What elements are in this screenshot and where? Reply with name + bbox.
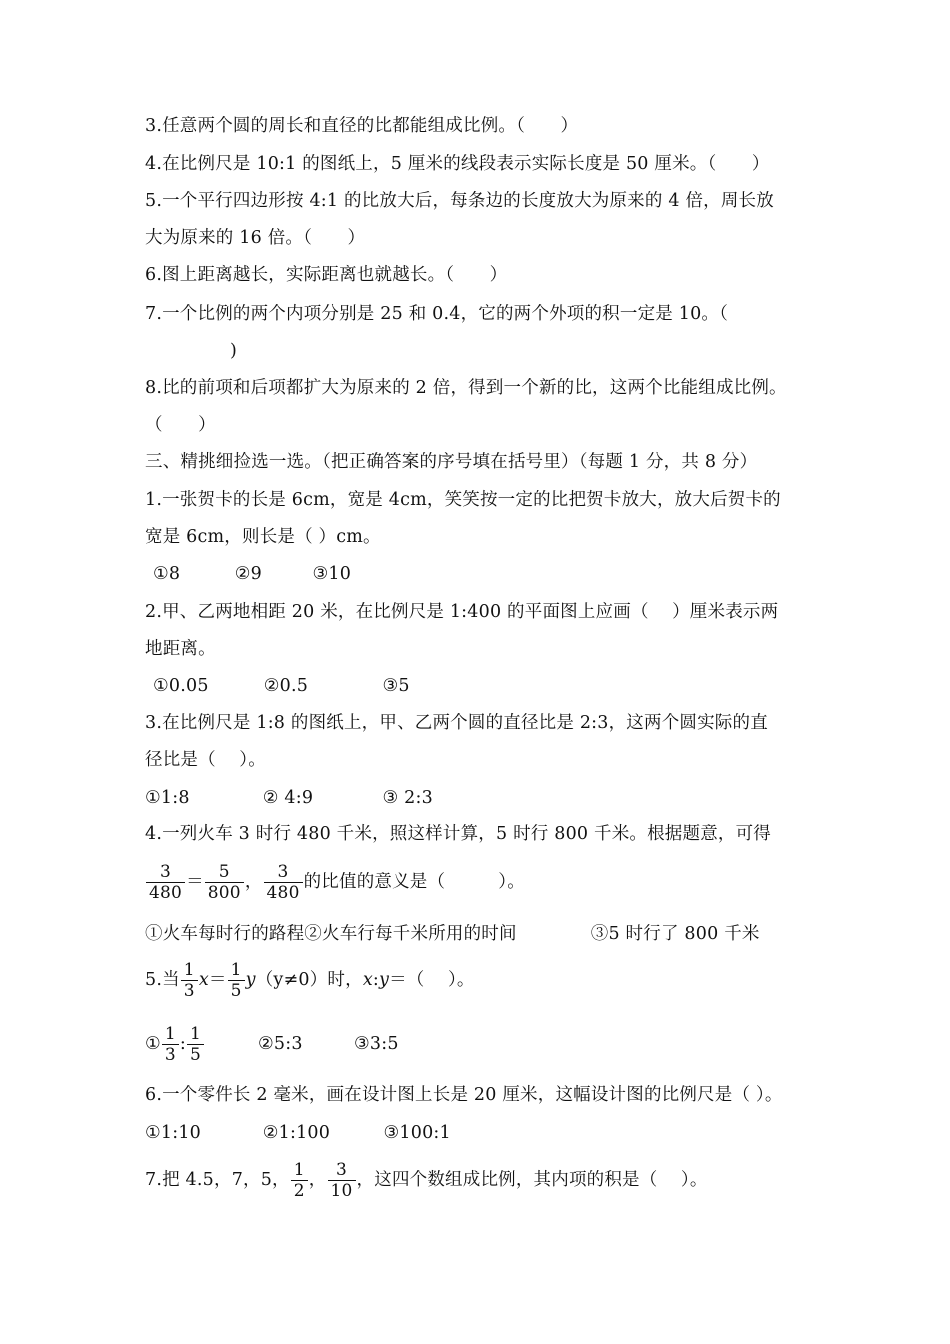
s3-q5-options [145, 1020, 399, 1068]
comma: ， [308, 1170, 327, 1190]
question-text: 7.把 4.5，7，5， [145, 1170, 290, 1190]
fraction: $\frac{1}{3}$ [162, 1024, 179, 1065]
variable-y: y [245, 970, 256, 990]
question-text: ，这四个数组成比例，其内项的积是（ ）。 [356, 1170, 708, 1190]
variable-x: x [362, 970, 373, 990]
s3-q3-line2: 径比是（ ）。 [145, 750, 266, 770]
question-text: ＝（ ）。 [389, 970, 475, 990]
option: ①0.05 [153, 676, 209, 696]
fraction: $\frac{1}{3}$ [181, 960, 198, 1001]
fraction: $\frac{1}{2}$ [291, 1160, 308, 1201]
s3-q3-options [145, 786, 433, 810]
s3-q2-options [153, 674, 410, 698]
option: ①1:8 [145, 788, 190, 808]
option: ①8 [153, 564, 181, 584]
option: ③100:1 [383, 1123, 451, 1143]
judge-q5-line1: 5.一个平行四边形按 4:1 的比放大后，每条边的长度放大为原来的 4 倍，周长放 [145, 191, 774, 211]
option: ③3:5 [354, 1034, 399, 1054]
judge-q5-line2: 大为原来的 16 倍。（ ） [145, 228, 366, 248]
equals-sign: ＝ [186, 872, 204, 892]
judge-q7-line1: 7.一个比例的两个内项分别是 25 和 0.4，它的两个外项的积一定是 10。（ [145, 304, 729, 324]
s3-q7-line1 [145, 1156, 708, 1204]
s3-q4-line1: 4.一列火车 3 时行 480 千米，照这样计算，5 时行 800 千米。根据题意，可得 [145, 824, 772, 844]
judge-q8-line1: 8.比的前项和后项都扩大为原来的 2 倍，得到一个新的比，这两个比能组成比例。 [145, 378, 787, 398]
option: ①1:10 [145, 1123, 201, 1143]
s3-q6-options [145, 1121, 451, 1145]
ratio-colon: : [372, 970, 380, 990]
comma: ， [244, 872, 263, 892]
s3-q4-line2 [145, 858, 525, 906]
s3-q5-line1 [145, 956, 475, 1004]
question-text: 5.当 [145, 970, 180, 990]
s3-q1-options [153, 562, 351, 586]
option: ②0.5 [263, 676, 309, 696]
option: ③5 [382, 676, 410, 696]
judge-q7-line2: ) [230, 341, 238, 361]
variable-x: x [198, 970, 209, 990]
judge-q6: 6.图上距离越长，实际距离也就越长。（ ） [145, 265, 508, 285]
fraction: $\frac{1}{5}$ [228, 960, 245, 1001]
s3-q3-line1: 3.在比例尺是 1:8 的图纸上，甲、乙两个圆的直径比是 2:3，这两个圆实际的直 [145, 713, 768, 733]
option: ②9 [234, 564, 262, 584]
option: ② 4:9 [262, 788, 314, 808]
s3-q4-options [145, 922, 760, 946]
option: ②5:3 [258, 1034, 303, 1054]
fraction: $\frac{3}{480}$ [146, 862, 185, 903]
fraction: $\frac{5}{800}$ [205, 862, 244, 903]
option: ②1:100 [262, 1123, 331, 1143]
section3-title: 三、精挑细捡选一选。（把正确答案的序号填在括号里）（每题 1 分，共 8 分） [145, 452, 758, 472]
s3-q2-line1: 2.甲、乙两地相距 20 米，在比例尺是 1:400 的平面图上应画（ ）厘米表示两 [145, 602, 779, 622]
s3-q6-line1: 6.一个零件长 2 毫米，画在设计图上长是 20 厘米，这幅设计图的比例尺是（ ）。 [145, 1085, 783, 1105]
question-text: 的比值的意义是（ ）。 [303, 872, 525, 892]
judge-q8-line2: （ ） [145, 415, 216, 435]
fraction: $\frac{3}{10}$ [328, 1160, 356, 1201]
judge-q3: 3.任意两个圆的周长和直径的比都能组成比例。（ ） [145, 116, 579, 136]
s3-q1-line1: 1.一张贺卡的长是 6cm，宽是 4cm，笑笑按一定的比把贺卡放大，放大后贺卡的 [145, 490, 781, 510]
fraction: $\frac{3}{480}$ [264, 862, 303, 903]
equals-sign: ＝ [208, 970, 227, 990]
s3-q2-line2: 地距离。 [145, 639, 216, 659]
question-text: （y≠0）时， [255, 970, 363, 990]
option: ③5 时行了 800 千米 [590, 924, 760, 944]
option: ① $\frac{1}{3}$ : $\frac{1}{5}$ [145, 1020, 258, 1068]
option: ③10 [312, 564, 352, 584]
variable-y: y [379, 970, 390, 990]
s3-q1-line2: 宽是 6cm，则长是（ ）cm。 [145, 527, 381, 547]
judge-q4: 4.在比例尺是 10:1 的图纸上，5 厘米的线段表示实际长度是 50 厘米。（ ） [145, 154, 770, 174]
option: ③ 2:3 [382, 788, 433, 808]
option: ①火车每时行的路程②火车行每千米所用的时间 [145, 924, 517, 944]
fraction: $\frac{1}{5}$ [187, 1024, 204, 1065]
